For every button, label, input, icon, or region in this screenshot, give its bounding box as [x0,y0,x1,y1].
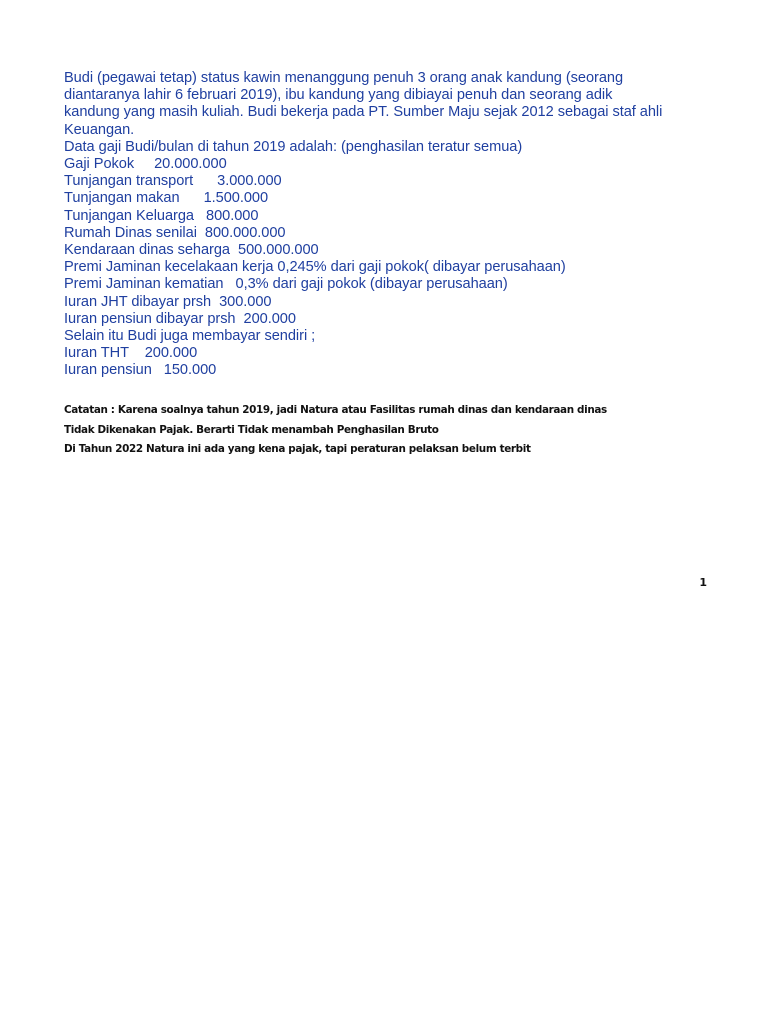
problem-line: kandung yang masih kuliah. Budi bekerja pada PT. Sumber Maju sejak 2012 sebagai staf ahli [64,104,663,121]
self-paid-iuran-tht: Iuran THT 200.000 [64,345,198,362]
problem-line: Budi (pegawai tetap) status kawin menanggung penuh 3 orang anak kandung (seorang [64,70,624,86]
note-line: Tidak Dikenakan Pajak. Berarti Tidak menambah Penghasilan Bruto [64,423,439,436]
salary-item-tunjangan-makan: Tunjangan makan 1.500.000 [64,190,269,207]
self-paid-heading: Selain itu Budi juga membayar sendiri ; [64,328,316,345]
problem-line: diantaranya lahir 6 februari 2019), ibu kandung yang dibiayai penuh dan seorang adik [64,87,613,104]
note-line: Catatan : Karena soalnya tahun 2019, jadi Natura atau Fasilitas rumah dinas dan kendaraan dinas [64,404,607,416]
salary-item-kendaraan-dinas: Kendaraan dinas seharga 500.000.000 [64,242,319,259]
note-block [64,402,704,461]
salary-item-rumah-dinas: Rumah Dinas senilai 800.000.000 [64,224,286,241]
problem-text [64,70,704,380]
salary-item-iuran-pensiun-prsh: Iuran pensiun dibayar prsh 200.000 [64,310,296,327]
self-paid-iuran-pensiun: Iuran pensiun 150.000 [64,362,217,379]
salary-item-tunjangan-transport: Tunjangan transport 3.000.000 [64,173,282,190]
salary-item-gaji-pokok: Gaji Pokok 20.000.000 [64,156,227,173]
salary-item-iuran-jht: Iuran JHT dibayar prsh 300.000 [64,293,272,310]
salary-item-tunjangan-keluarga: Tunjangan Keluarga 800.000 [64,207,259,224]
salary-item-premi-jkk: Premi Jaminan kecelakaan kerja 0,245% dari gaji pokok( dibayar perusahaan) [64,259,566,276]
salary-data-heading: Data gaji Budi/bulan di tahun 2019 adalah: (penghasilan teratur semua) [64,138,523,155]
problem-line: Keuangan. [64,121,135,138]
salary-item-premi-jkm: Premi Jaminan kematian 0,3% dari gaji pokok (dibayar perusahaan) [64,276,508,293]
note-line: Di Tahun 2022 Natura ini ada yang kena pajak, tapi peraturan pelaksan belum terbit [64,443,531,455]
page-number: 1 [699,576,707,589]
